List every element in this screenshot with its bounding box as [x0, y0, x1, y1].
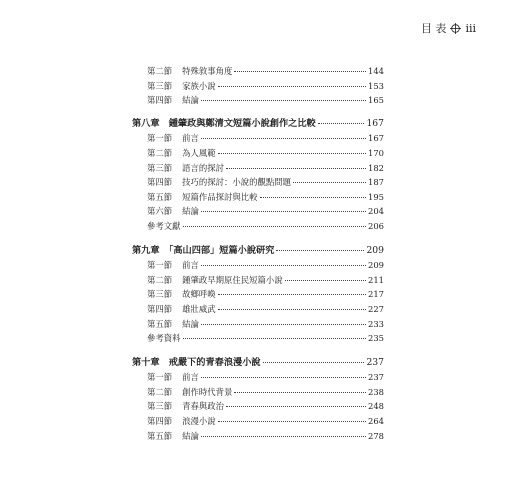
- page-number: 187: [368, 177, 384, 188]
- section-title: 結論: [182, 95, 199, 106]
- dot-leader: [276, 249, 364, 251]
- section-number: 第二節: [147, 66, 173, 76]
- dot-leader: [201, 264, 366, 266]
- toc-section-entry: [132, 414, 384, 429]
- page-number: 144: [368, 66, 384, 76]
- section-number: 第三節: [147, 80, 173, 91]
- section-title: 結論: [182, 430, 199, 441]
- dot-leader: [234, 70, 366, 72]
- dot-leader: [293, 181, 366, 183]
- section-title: 鍾肇政早期原住民短篇小說: [182, 274, 283, 285]
- toc-section-entry: [132, 317, 384, 332]
- section-title: 技巧的探討：小說的觀點問題: [182, 177, 291, 188]
- page-number: 165: [368, 95, 384, 106]
- page-number: 195: [368, 191, 384, 202]
- dot-leader: [226, 167, 366, 169]
- toc-section-entry: [132, 175, 384, 190]
- page-number: 227: [368, 303, 384, 314]
- section-number: 第二節: [147, 147, 173, 158]
- section-title: 雄壯威武: [182, 303, 216, 314]
- dot-leader: [218, 85, 366, 87]
- section-number: 第五節: [147, 430, 173, 441]
- toc-section-entry: [132, 131, 384, 146]
- section-number: 第一節: [147, 133, 173, 144]
- section-number: 第六節: [147, 206, 173, 217]
- dot-leader: [201, 210, 366, 212]
- page-number: 264: [368, 416, 384, 427]
- dot-leader: [201, 323, 366, 325]
- section-title: 前言: [182, 260, 199, 271]
- dot-leader: [201, 376, 366, 378]
- section-title: 青春與政治: [182, 401, 224, 412]
- page-number: 248: [368, 401, 384, 412]
- toc-section-entry: [132, 302, 384, 317]
- toc-section-entry: [132, 79, 384, 94]
- section-title: 創作時代背景: [182, 386, 233, 397]
- table-of-contents: [132, 64, 384, 443]
- section-number: 第一節: [147, 372, 173, 383]
- toc-chapter-entry: [132, 244, 384, 259]
- page-number: 182: [368, 162, 384, 173]
- toc-section-entry: [132, 204, 384, 219]
- section-title: 前言: [182, 372, 199, 383]
- section-title: 特殊敘事角度: [182, 66, 233, 76]
- header-page-number: iii: [465, 21, 476, 35]
- toc-reference-entry: [132, 331, 384, 346]
- section-title: 前言: [182, 133, 199, 144]
- chapter-title: 第九章 「高山四部」短篇小說研究: [132, 244, 275, 256]
- toc-section-entry: [132, 190, 384, 205]
- page-number: 167: [368, 133, 384, 144]
- section-number: 第四節: [147, 177, 173, 188]
- section-title: 家族小說: [182, 80, 216, 91]
- dot-leader: [226, 405, 366, 407]
- toc-section-entry: [132, 161, 384, 176]
- dot-leader: [218, 308, 366, 310]
- section-number: 第四節: [147, 416, 173, 427]
- dot-leader: [234, 391, 366, 393]
- section-number: 第四節: [147, 95, 173, 106]
- toc-section-entry: [132, 385, 384, 400]
- dot-leader: [218, 293, 366, 295]
- page-number: 209: [368, 260, 384, 271]
- dot-leader: [263, 361, 365, 363]
- section-title: 語言的探討: [182, 162, 224, 173]
- dot-leader: [201, 435, 366, 437]
- section-title: 短篇作品探討與比較: [182, 191, 258, 202]
- dot-leader: [218, 152, 366, 154]
- dot-leader: [285, 279, 366, 281]
- dot-leader: [201, 99, 366, 101]
- reference-title: 參考資料: [147, 333, 181, 344]
- crosshair-icon: [450, 23, 461, 34]
- section-title: 浪漫小說: [182, 416, 216, 427]
- dot-leader: [218, 420, 366, 422]
- page-number: 235: [368, 333, 384, 344]
- toc-section-entry: [132, 399, 384, 414]
- section-title: 結論: [182, 318, 199, 329]
- page-number: 170: [368, 147, 384, 158]
- header-label: 目 表: [420, 22, 447, 35]
- page-number: 278: [368, 430, 384, 441]
- page-number: 238: [368, 386, 384, 397]
- section-number: 第二節: [147, 274, 173, 285]
- dot-leader: [318, 122, 365, 124]
- section-number: 第三節: [147, 401, 173, 412]
- page-number: 204: [368, 206, 384, 217]
- dot-leader: [260, 196, 367, 198]
- page-number: 237: [366, 356, 384, 368]
- toc-section-entry: [132, 146, 384, 161]
- dot-leader: [201, 137, 366, 139]
- section-title: 故鄉呼喚: [182, 289, 216, 300]
- page-number: 167: [366, 117, 384, 129]
- toc-section-entry: [132, 64, 384, 79]
- toc-section-entry: [132, 370, 384, 385]
- dot-leader: [183, 337, 367, 339]
- section-number: 第五節: [147, 318, 173, 329]
- chapter-title: 第八章 鍾肇政與鄭清文短篇小說創作之比較: [132, 117, 316, 129]
- page-header: [421, 20, 476, 36]
- section-number: 第一節: [147, 260, 173, 271]
- section-number: 第三節: [147, 162, 173, 173]
- page-number: 209: [366, 244, 384, 256]
- toc-reference-entry: [132, 219, 384, 234]
- page-number: 206: [368, 220, 384, 231]
- toc-chapter-entry: [132, 356, 384, 371]
- toc-section-entry: [132, 429, 384, 444]
- page-number: 211: [368, 274, 384, 285]
- toc-chapter-entry: [132, 117, 384, 132]
- dot-leader: [183, 225, 367, 227]
- chapter-title: 第十章 戒嚴下的青春浪漫小說: [132, 356, 261, 368]
- page-number: 237: [368, 372, 384, 383]
- page-number: 233: [368, 318, 384, 329]
- section-number: 第五節: [147, 191, 173, 202]
- section-title: 結論: [182, 206, 199, 217]
- section-title: 為人風範: [182, 147, 216, 158]
- toc-section-entry: [132, 258, 384, 273]
- reference-title: 參考文獻: [147, 220, 181, 231]
- toc-section-entry: [132, 287, 384, 302]
- section-number: 第三節: [147, 289, 173, 300]
- section-number: 第四節: [147, 303, 173, 314]
- toc-section-entry: [132, 273, 384, 288]
- page-number: 153: [368, 80, 384, 91]
- section-number: 第二節: [147, 386, 173, 397]
- page-number: 217: [368, 289, 384, 300]
- toc-section-entry: [132, 93, 384, 108]
